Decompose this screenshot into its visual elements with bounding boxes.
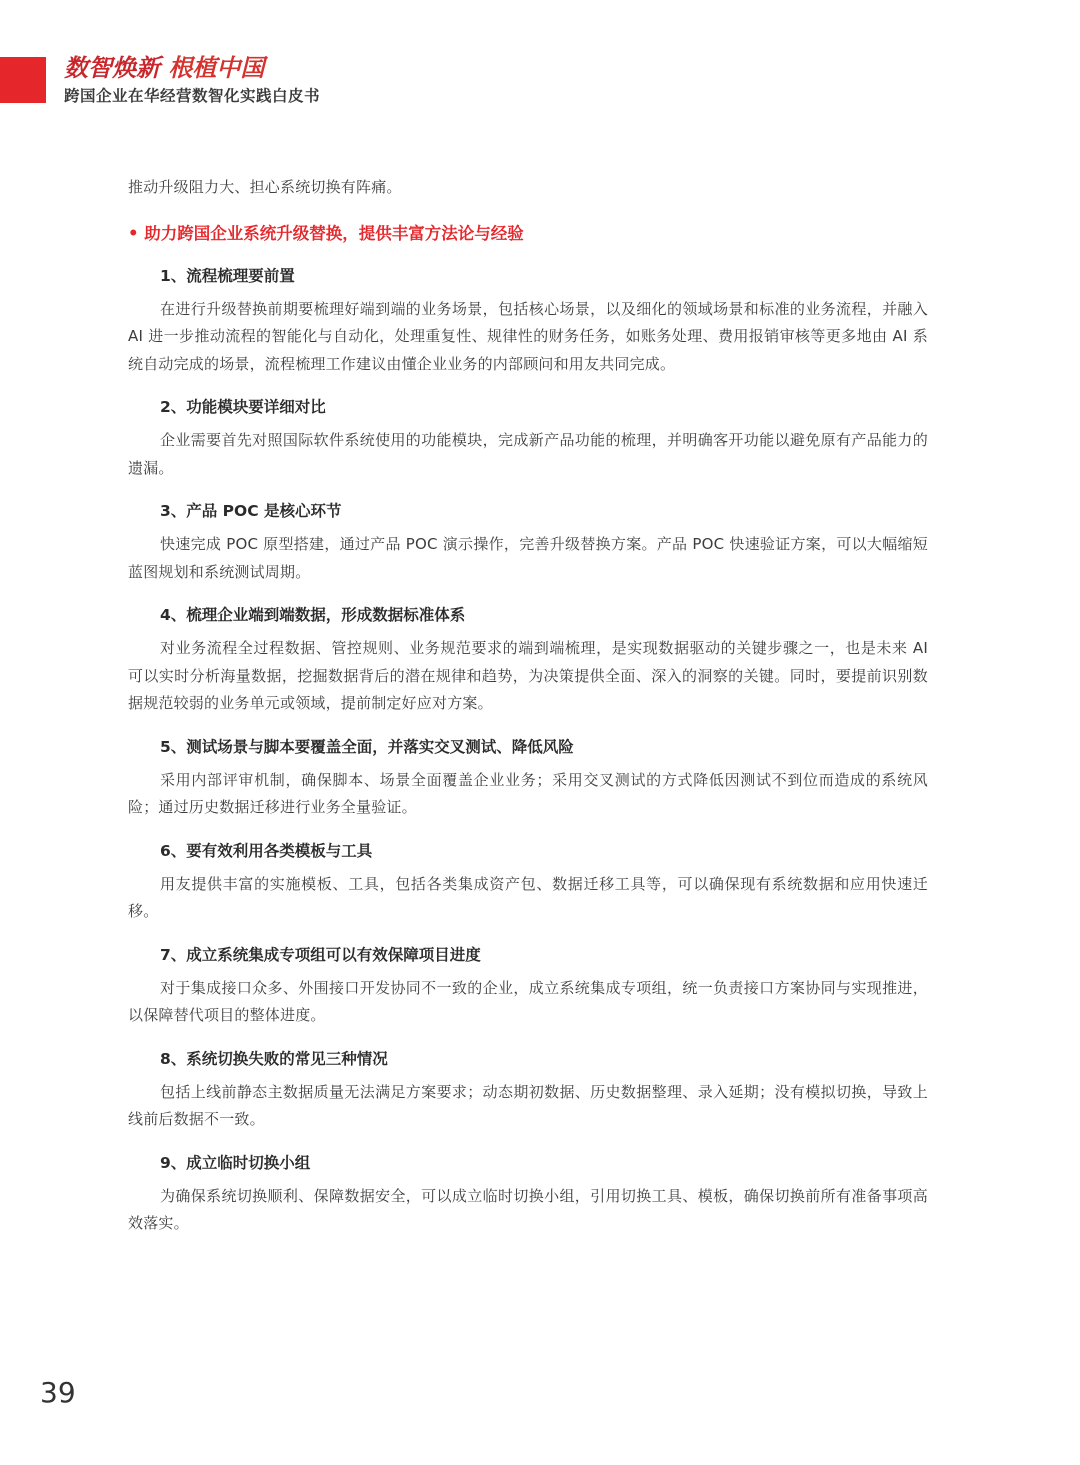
section-body: 对于集成接口众多、外围接口开发协同不一致的企业，成立系统集成专项组，统一负责接口方案协同与实现推进，以保障替代项目的整体进度。: [128, 978, 928, 1024]
section-8: [128, 1047, 928, 1134]
section-body: 在进行升级替换前期要梳理好端到端的业务场景，包括核心场景，以及细化的领域场景和标准的业务流程，并融入 AI 进一步推动流程的智能化与自动化，处理重复性、规律性的财务任务，如账务处理、费用报销审核等更多地由 AI 系统自动完成的场景，流程梳理工作建议由懂企业业务的内部顾问和用友共同完成。: [128, 299, 928, 373]
section-title: 2、功能模块要详细对比: [160, 398, 326, 416]
section-2: [128, 395, 928, 482]
section-title: 3、产品 POC 是核心环节: [160, 502, 342, 520]
section-5: [128, 735, 928, 822]
section-title: 6、要有效利用各类模板与工具: [160, 841, 373, 860]
section-7: [128, 943, 928, 1030]
header-subtitle: 跨国企业在华经营数智化实践白皮书: [64, 87, 321, 105]
section-title: 7、成立系统集成专项组可以有效保障项目进度: [160, 945, 481, 964]
brand-part2: 根植中国: [168, 53, 265, 82]
section-body: 采用内部评审机制，确保脚本、场景全面覆盖企业业务；采用交叉测试的方式降低因测试不到位而造成的系统风险；通过历史数据迁移进行业务全量验证。: [128, 770, 928, 816]
section-title: 9、成立临时切换小组: [160, 1153, 311, 1172]
section-6: [128, 839, 928, 926]
section-body: 对业务流程全过程数据、管控规则、业务规范要求的端到端梳理，是实现数据驱动的关键步骤之一，也是未来 AI 可以实时分析海量数据，挖掘数据背后的潜在规律和趋势，为决策提供全面、深入的洞察的关键。同时，要提前识别数据规范较弱的业务单元或领域，提前制定好应对方案。: [128, 639, 928, 712]
section-red-heading: • 助力跨国企业系统升级替换，提供丰富方法论与经验: [128, 223, 524, 243]
header-red-block: [0, 57, 46, 103]
section-body: 企业需要首先对照国际软件系统使用的功能模块，完成新产品功能的梳理，并明确客开功能以避免原有产品能力的遗漏。: [128, 431, 928, 477]
brand-part1: 数智焕新: [64, 53, 160, 82]
section-3: [128, 499, 928, 586]
header: [64, 54, 320, 106]
section-body: 快速完成 POC 原型搭建，通过产品 POC 演示操作，完善升级替换方案。产品 POC 快速验证方案，可以大幅缩短蓝图规划和系统测试周期。: [128, 535, 928, 581]
brand-logo: [64, 54, 320, 82]
section-9: [128, 1151, 928, 1238]
intro-paragraph: 推动升级阻力大、担心系统切换有阵痛。: [128, 178, 402, 196]
section-body: 用友提供丰富的实施模板、工具，包括各类集成资产包、数据迁移工具等，可以确保现有系统数据和应用快速迁移。: [128, 874, 928, 920]
section-1: [128, 264, 928, 379]
section-title: 5、测试场景与脚本要覆盖全面，并落实交叉测试、降低风险: [160, 737, 574, 756]
section-body: 为确保系统切换顺利、保障数据安全，可以成立临时切换小组，引用切换工具、模板，确保切换前所有准备事项高效落实。: [128, 1186, 928, 1232]
section-body: 包括上线前静态主数据质量无法满足方案要求；动态期初数据、历史数据整理、录入延期；没有模拟切换，导致上线前后数据不一致。: [128, 1082, 928, 1128]
section-title: 1、流程梳理要前置: [160, 266, 295, 285]
section-4: [128, 603, 928, 718]
main-content: [128, 174, 928, 1255]
section-title: 4、梳理企业端到端数据，形成数据标准体系: [160, 606, 466, 624]
section-title: 8、系统切换失败的常见三种情况: [160, 1049, 388, 1068]
page-number: 39: [40, 1376, 76, 1409]
